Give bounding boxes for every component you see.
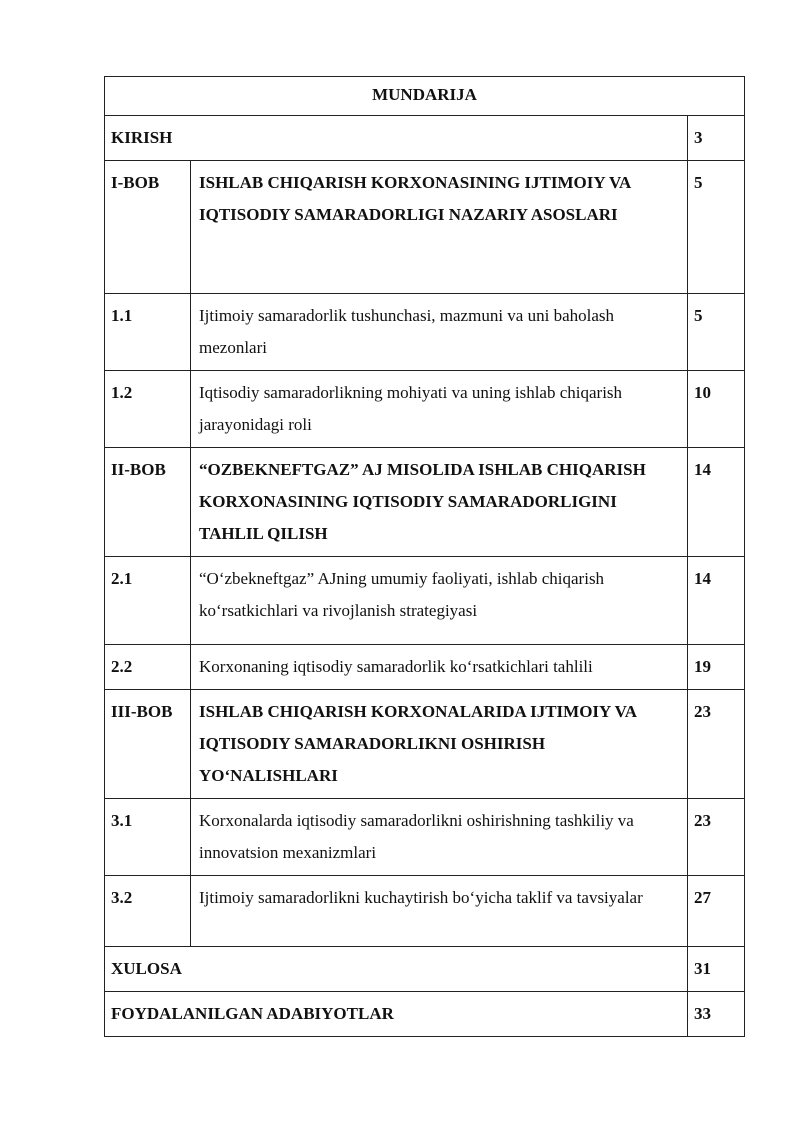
toc-entry-number: II-BOB bbox=[105, 448, 191, 557]
toc-entry-title: Iqtisodiy samaradorlikning mohiyati va uning ishlab chiqarish jarayonidagi roli bbox=[191, 371, 688, 448]
toc-entry-title: ISHLAB CHIQARISH KORXONALARIDA IJTIMOIY VA IQTISODIY SAMARADORLIKNI OSHIRISH YO‘NALISHLARI bbox=[191, 690, 688, 799]
toc-page-number: 19 bbox=[688, 645, 745, 690]
toc-row-chapter-1 bbox=[105, 161, 745, 294]
toc-entry-label: FOYDALANILGAN ADABIYOTLAR bbox=[105, 992, 688, 1037]
toc-page-number: 3 bbox=[688, 116, 745, 161]
toc-page-number: 5 bbox=[688, 161, 745, 294]
toc-entry-number: 1.2 bbox=[105, 371, 191, 448]
toc-entry-title: Korxonaning iqtisodiy samaradorlik ko‘rsatkichlari tahlili bbox=[191, 645, 688, 690]
toc-row-chapter-3 bbox=[105, 690, 745, 799]
toc-page-number: 14 bbox=[688, 557, 745, 645]
toc-page-number: 14 bbox=[688, 448, 745, 557]
toc-entry-title: Korxonalarda iqtisodiy samaradorlikni oshirishning tashkiliy va innovatsion mexanizmlari bbox=[191, 799, 688, 876]
toc-page-number: 10 bbox=[688, 371, 745, 448]
toc-entry-number: I-BOB bbox=[105, 161, 191, 294]
toc-heading-row bbox=[105, 77, 745, 116]
toc-page-number: 23 bbox=[688, 799, 745, 876]
toc-entry-title: “O‘zbekneftgaz” AJning umumiy faoliyati, ishlab chiqarish ko‘rsatkichlari va rivojlanish strategiyasi bbox=[191, 557, 688, 645]
toc-row-kirish bbox=[105, 116, 745, 161]
toc-page-number: 23 bbox=[688, 690, 745, 799]
toc-entry-number: 3.2 bbox=[105, 876, 191, 947]
toc-row-adabiyotlar bbox=[105, 992, 745, 1037]
toc-row-section-3-2 bbox=[105, 876, 745, 947]
toc-row-chapter-2 bbox=[105, 448, 745, 557]
toc-row-section-1-1 bbox=[105, 294, 745, 371]
toc-page-number: 33 bbox=[688, 992, 745, 1037]
toc-row-section-3-1 bbox=[105, 799, 745, 876]
toc-entry-number: 2.1 bbox=[105, 557, 191, 645]
toc-entry-title: Ijtimoiy samaradorlikni kuchaytirish bo‘yicha taklif va tavsiyalar bbox=[191, 876, 688, 947]
toc-entry-title: Ijtimoiy samaradorlik tushunchasi, mazmuni va uni baholash mezonlari bbox=[191, 294, 688, 371]
toc-entry-title: ISHLAB CHIQARISH KORXONASINING IJTIMOIY VA IQTISODIY SAMARADORLIGI NAZARIY ASOSLARI bbox=[191, 161, 688, 294]
toc-entry-number: 3.1 bbox=[105, 799, 191, 876]
toc-heading: MUNDARIJA bbox=[105, 77, 745, 116]
toc-entry-number: 1.1 bbox=[105, 294, 191, 371]
toc-row-section-2-2 bbox=[105, 645, 745, 690]
toc-page-number: 31 bbox=[688, 947, 745, 992]
toc-entry-label: XULOSA bbox=[105, 947, 688, 992]
toc-page-number: 5 bbox=[688, 294, 745, 371]
toc-entry-title: “OZBEKNEFTGAZ” AJ MISOLIDA ISHLAB CHIQARISH KORXONASINING IQTISODIY SAMARADORLIGINI TAHLIL QILISH bbox=[191, 448, 688, 557]
table-of-contents bbox=[104, 76, 745, 1037]
toc-row-section-1-2 bbox=[105, 371, 745, 448]
toc-entry-number: 2.2 bbox=[105, 645, 191, 690]
toc-row-xulosa bbox=[105, 947, 745, 992]
toc-page-number: 27 bbox=[688, 876, 745, 947]
toc-row-section-2-1 bbox=[105, 557, 745, 645]
toc-entry-number: III-BOB bbox=[105, 690, 191, 799]
toc-entry-label: KIRISH bbox=[105, 116, 688, 161]
